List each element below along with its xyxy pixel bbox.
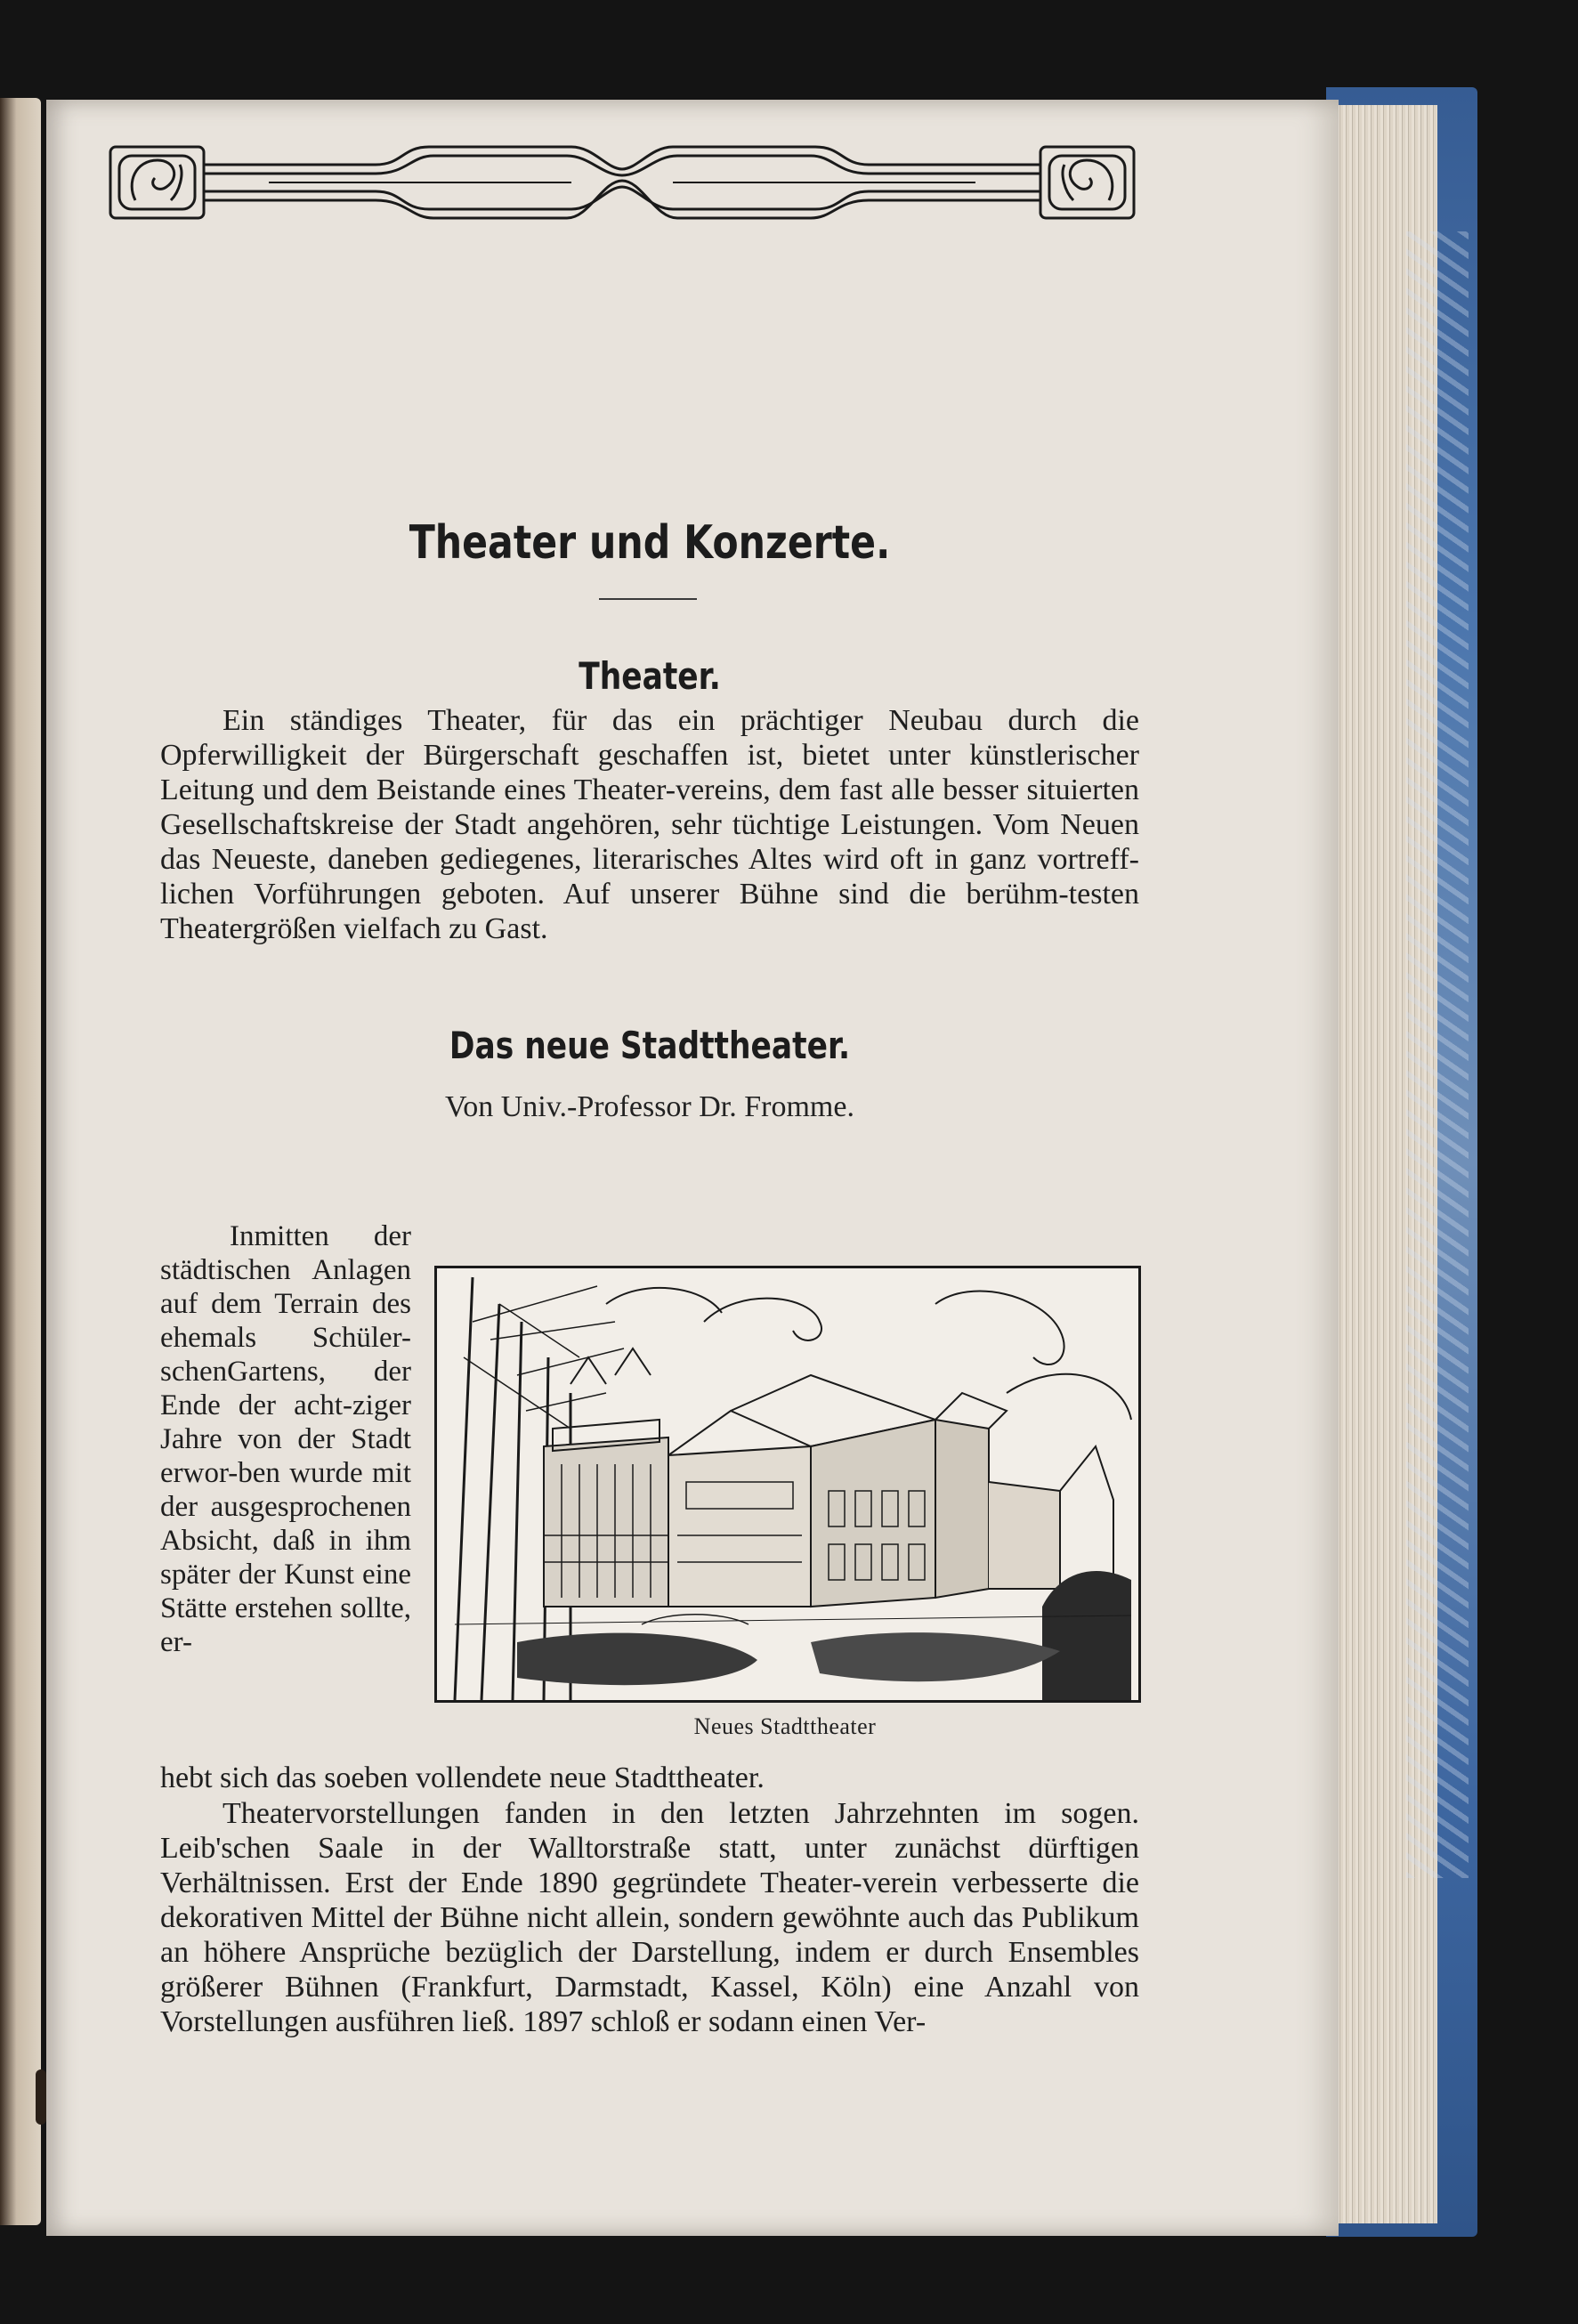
figure-caption: Neues Stadttheater [693, 1713, 877, 1739]
float-column-text [160, 1219, 411, 1659]
page-title: Theater und Konzerte. [409, 516, 891, 570]
art-nouveau-header-ornament-icon [109, 120, 1136, 231]
paragraph-theater: Ein ständiges Theater, für das ein prächtiger Neubau durch die Opferwilligkeit der Bürgerschaft geschaffen ist, bietet unter künstlerischer Leitung und dem Beistande eines Theater-vereins, dem fast alle besser situierten Gesellschaftskreise der Stadt angehören, sehr tüchtige Leistungen. Vom Neuen das Neueste, daneben gediegenes, literarisches Altes wird oft in ganz vortreff-lichen Vorführungen geboten. Auf unserer Bühne sind die berühm-testen Theatergrößen vielfach zu Gast. [160, 704, 1139, 945]
cover-marbling [1406, 231, 1469, 1878]
paragraph-vorstellungen: Theatervorstellungen fanden in den letzten Jahrzehnten im sogen. Leib'schen Saale in der Walltorstraße statt, unter zunächst dürftigen Verhältnissen. Erst der Ende 1890 gegründete Theater-verein verbesserte die dekorativen Mittel der Bühne nicht allein, sondern gewöhnte auch das Publikum an höhere Ansprüche bezüglich der Darstellung, indem er durch Ensembles größerer Bühnen (Frankfurt, Darmstadt, Kassel, Köln) eine Anzahl von Vorstellungen ausführen ließ. 1897 schloß er sodann einen Ver- [160, 1797, 1139, 2038]
title-divider [599, 598, 697, 600]
continuation-line: hebt sich das soeben vollendete neue Stadttheater. [160, 1761, 765, 1794]
section-heading-stadttheater: Das neue Stadttheater. [449, 1024, 851, 1067]
float-text: Inmitten der städtischen Anlagen auf dem Terrain des ehemals Schüler-schenGartens, der Ende der acht-ziger Jahre von der Stadt erwor-ben wurde mit der ausgesprochenen Absicht, daß in ihm später der Kunst eine Stätte erstehen sollte, er- [160, 1220, 411, 1658]
margin-mark [36, 2069, 46, 2125]
byline: Von Univ.-Professor Dr. Fromme. [445, 1090, 854, 1123]
left-page-edge [0, 98, 41, 2225]
section-heading-theater: Theater. [579, 654, 721, 698]
theater-building-illustration [434, 1266, 1141, 1703]
